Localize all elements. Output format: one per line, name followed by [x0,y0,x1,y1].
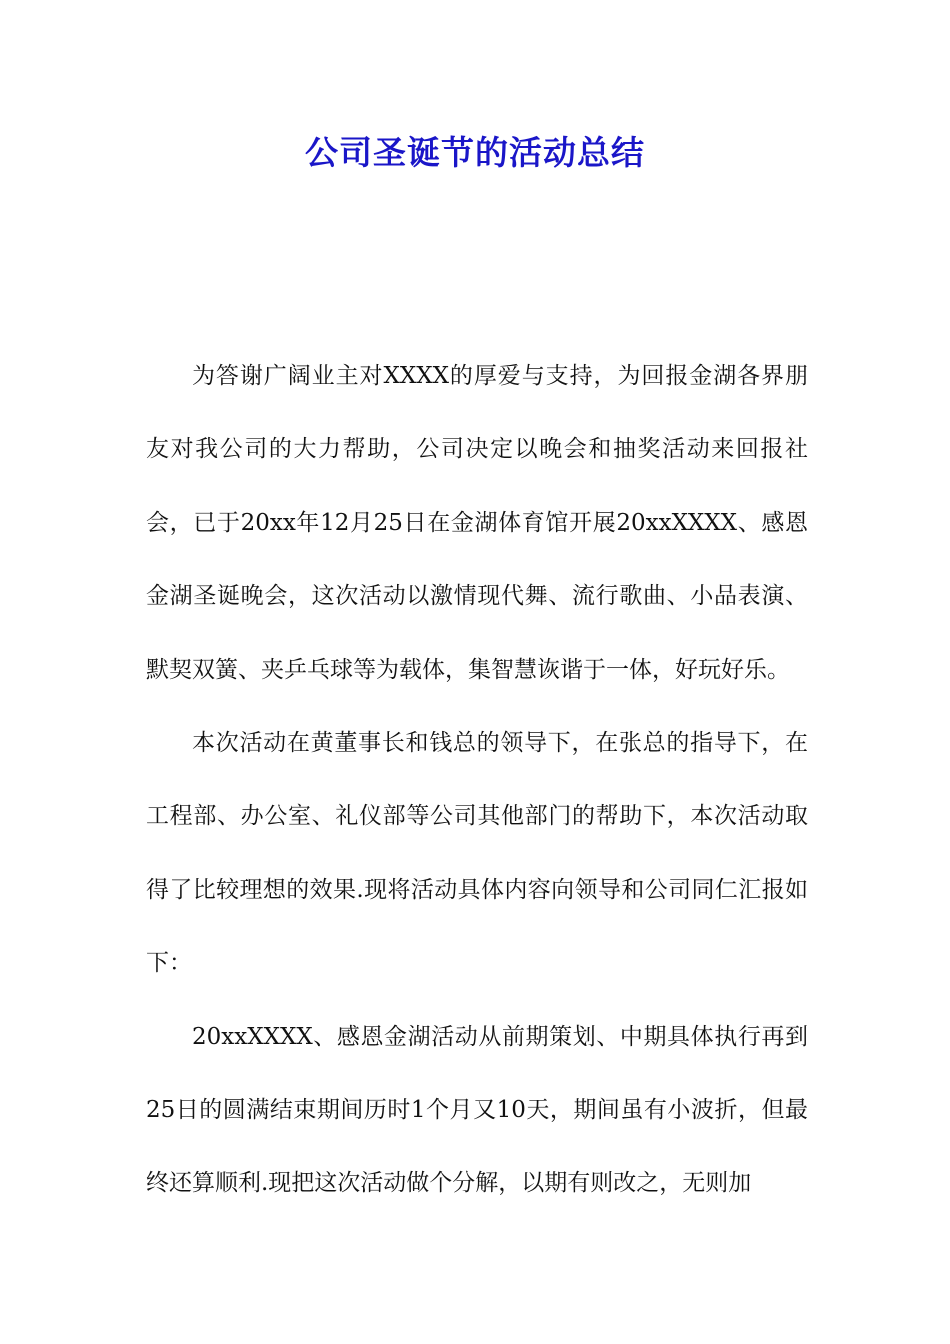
document-body [146,340,808,1221]
paragraph-2: 本次活动在黄董事长和钱总的领导下，在张总的指导下，在工程部、办公室、礼仪部等公司其他部门的帮助下，本次活动取得了比较理想的效果.现将活动具体内容向领导和公司同仁汇报如下： [146,730,808,977]
paragraph-1: 为答谢广阔业主对XXXX的厚爱与支持，为回报金湖各界朋友对我公司的大力帮助，公司决定以晚会和抽奖活动来回报社会，已于20xx年12月25日在金湖体育馆开展20xxXXXX、感恩金湖圣诞晚会，这次活动以激情现代舞、流行歌曲、小品表演、默契双簧、夹乒乓球等为载体，集智慧诙谐于一体，好玩好乐。 [146,363,808,683]
paragraph-3: 20xxXXXX、感恩金湖活动从前期策划、中期具体执行再到25日的圆满结束期间历时1个月又10天，期间虽有小波折，但最终还算顺利.现把这次活动做个分解，以期有则改之，无则加 [146,1023,808,1197]
document-title: 公司圣诞节的活动总结 [305,133,645,172]
